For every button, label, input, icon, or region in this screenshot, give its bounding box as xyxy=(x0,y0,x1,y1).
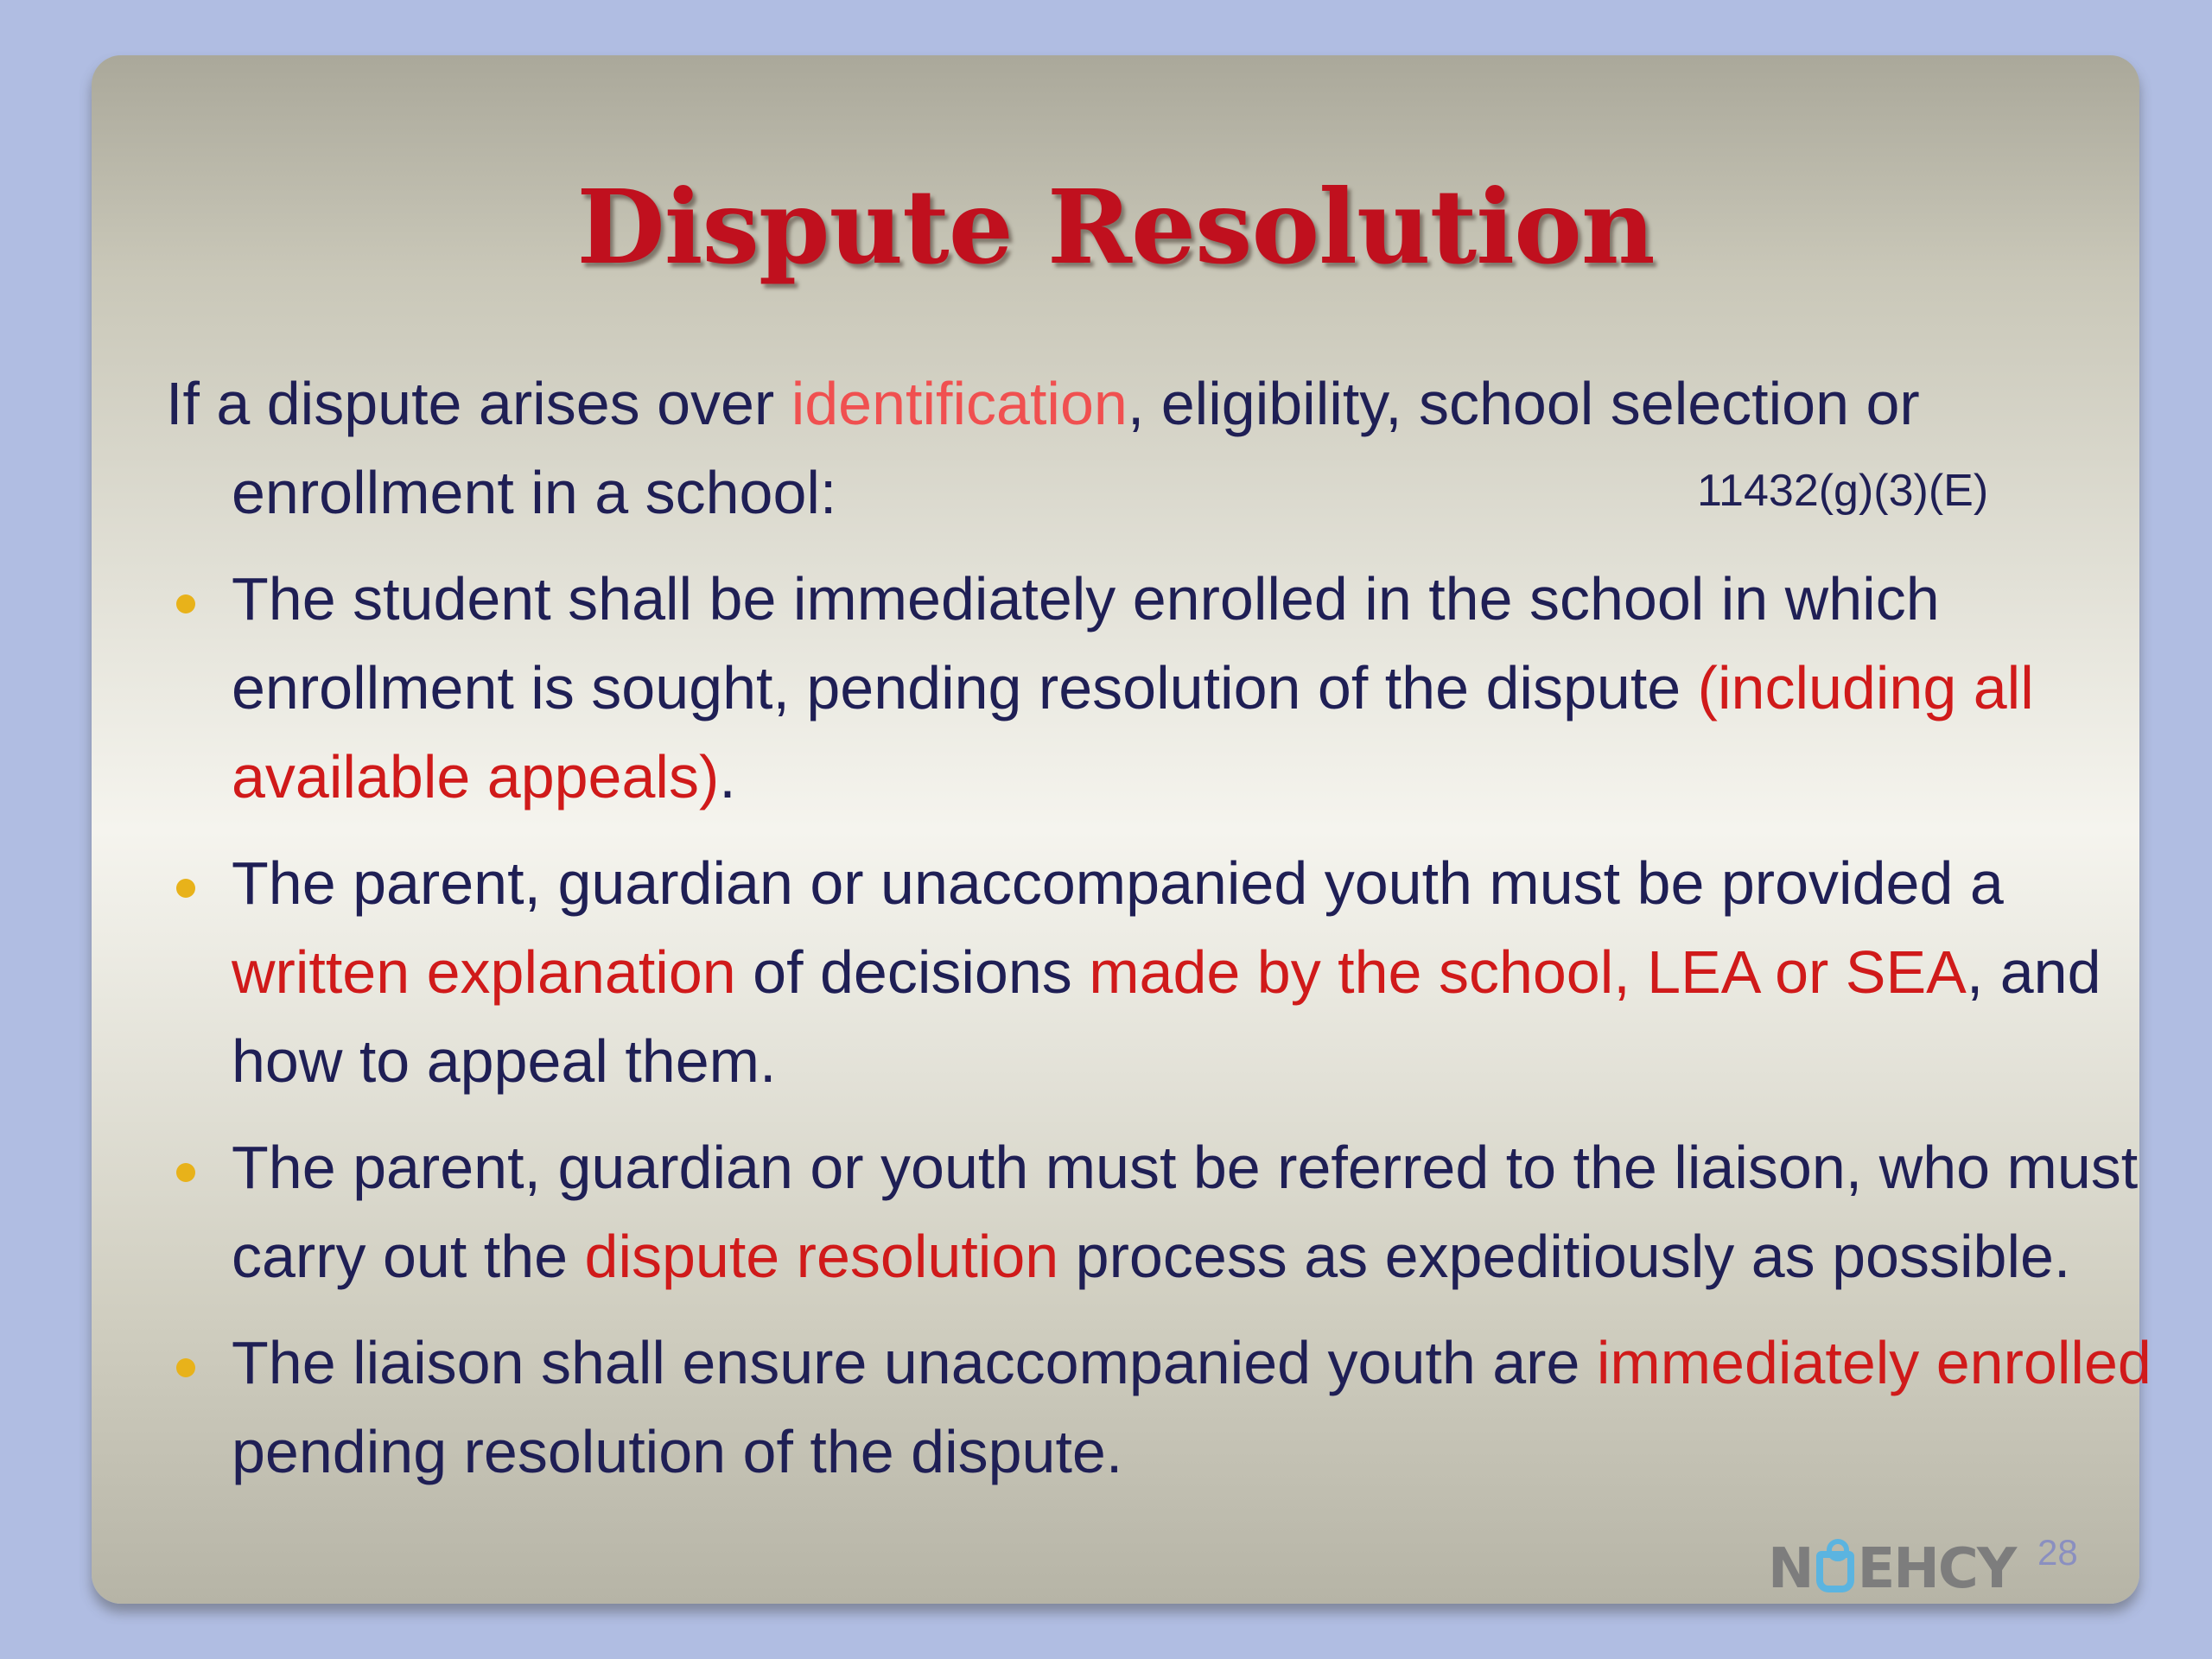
slide-content xyxy=(166,359,2188,1514)
slide xyxy=(92,55,2152,1604)
bullet-2-text-end: , and how to appeal them. xyxy=(232,938,2101,1095)
intro-text-after: , eligibility, school selection or enrollment in a school: xyxy=(232,370,1920,526)
bullet-1-highlight: (including all available appeals) xyxy=(232,654,2034,810)
intro-text-before: If a dispute arises over xyxy=(166,370,791,437)
bullet-dot-icon xyxy=(176,1358,195,1377)
bullet-3-highlight: dispute resolution xyxy=(584,1223,1059,1290)
bullet-4-text-end: pending resolution of the dispute. xyxy=(232,1418,1123,1485)
page-number: 28 xyxy=(2037,1532,2078,1573)
bullet-1-text-end: . xyxy=(719,743,736,810)
bullet-item-2 xyxy=(166,839,2188,1106)
bullet-dot-icon xyxy=(176,1163,195,1182)
bullet-item-4 xyxy=(166,1319,2188,1497)
bullet-2-text-mid: of decisions xyxy=(735,938,1090,1006)
citation: 11432(g)(3)(E) xyxy=(1697,466,1989,516)
bullet-3-text-end: process as expeditiously as possible. xyxy=(1058,1223,2071,1290)
intro-highlight: identification xyxy=(791,370,1128,437)
bullet-4-highlight: immediately enrolled xyxy=(1596,1329,2152,1396)
bullet-3-text: The parent, guardian or youth must be referred to the liaison, who must carry out the xyxy=(232,1134,2139,1290)
intro-paragraph xyxy=(166,359,2188,537)
bullet-2-highlight-1: written explanation xyxy=(232,938,736,1006)
bullet-list xyxy=(166,555,2188,1497)
naehcy-logo xyxy=(1768,1537,2016,1601)
bullet-item-1 xyxy=(166,555,2188,822)
bullet-2-highlight-2: made by the school, LEA or SEA xyxy=(1089,938,1967,1006)
slide-title: Dispute Resolution xyxy=(576,167,1655,287)
bullet-4-text: The liaison shall ensure unaccompanied youth are xyxy=(232,1329,1597,1396)
logo-text-left: N xyxy=(1768,1537,1813,1601)
bullet-dot-icon xyxy=(176,879,195,898)
bullet-2-text: The parent, guardian or unaccompanied youth must be provided a xyxy=(232,849,2004,917)
bullet-item-3 xyxy=(166,1123,2188,1301)
house-icon xyxy=(1816,1551,1854,1592)
logo-text-right: EHCY xyxy=(1857,1537,2016,1601)
bullet-dot-icon xyxy=(176,594,195,613)
bullet-1-text: The student shall be immediately enrolled in the school in which enrollment is sought, pending resolution of the dispute xyxy=(232,565,1940,721)
